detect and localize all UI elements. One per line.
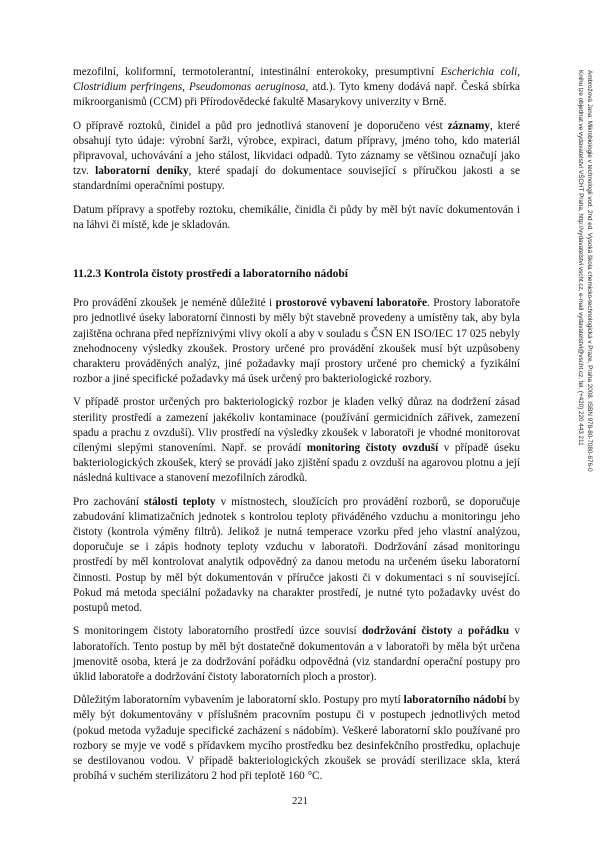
bold-term: laboratorního nádobí bbox=[403, 694, 506, 707]
bold-term: monitoring čistoty ovzduší bbox=[306, 442, 439, 455]
bold-term: dodržování čistoty bbox=[361, 625, 453, 638]
paragraph-sterility bbox=[73, 395, 520, 486]
paragraph-glassware bbox=[73, 693, 520, 784]
text: v laboratořích. Tento postup by měl být dostatečně dokumentován a v laboratoři by měla být určena jmenovitě osoba, která je za dodržování pořádku odpovědná (viz standardní operační postupy pro úklid laboratoře a dodržování čistoty laboratorních ploch a prostor). bbox=[73, 625, 520, 683]
text: , které obsahují tyto údaje: výrobní šarži, výrobce, expiraci, datum přípravy, jméno toho, kdo materiál připravoval, uchovávání a jeho stálost, likvidaci odpadů. Tyto záznamy se většinou označují jako tzv. bbox=[73, 119, 521, 178]
side-note-line-1: Ambrožová Jana: Mikrobiologie v technologii vod. 2nd ed. Vysoká škola chemicko-technologická v Praze, Praha 2008. ISBN 978-80-7080-676-0 bbox=[586, 70, 593, 472]
text: Důležitým laboratorním vybavením je laboratorní sklo. Postupy pro mytí bbox=[73, 694, 404, 707]
text: by měly být dokumentovány v příslušném pracovním postupu či v postupech jednotlivých metod (pokud metoda vyžaduje specifické zacházení s nádobím). Veškeré laboratorní sklo používané pro rozbory se myje ve vodě s přídavkem mycího prostředku bez desinfekčního prostředku, oplachuje se destilovanou vodou. V případě bakteriologických zkoušek se provádí sterilizace skla, která probíhá v suchém sterilizátoru 2 hod při teplotě 160 °C. bbox=[73, 694, 520, 783]
side-note bbox=[558, 70, 594, 590]
page-number: 221 bbox=[292, 796, 308, 807]
paragraph-records bbox=[73, 119, 520, 195]
section-heading: 11.2.3 Kontrola čistoty prostředí a laboratorního nádobí bbox=[73, 268, 348, 281]
text: Pro provádění zkoušek je neméně důležité i bbox=[73, 297, 276, 310]
italic-species: Escherichia coli, Clostridium perfringens, Pseudomonas aeruginosa bbox=[73, 66, 520, 94]
text: V případě prostor určených pro bakteriologický rozbor je kladen velký důraz na dodržení zásad sterility prostředí a zamezení jakékoliv kontaminace (používání germicidních zářivek, zamezení spadu a prachu z ovzduší). Vliv prostředí na výsledky zkoušek v laboratoři je vhodné monitorovat cílenými slepými stanoveními. Např. se provádí bbox=[73, 396, 520, 455]
paragraph-dating: Datum přípravy a spotřeby roztoku, chemikálie, činidla či půdy by měl být navíc dokumentován i na láhvi či místě, kde je skladován. bbox=[73, 203, 520, 231]
side-note-line-2: Knihu lze objednat ve vydavatelství VŠCHT Praha, http://vydavatelstvi.vscht.cz, e-mail vydavatelstvi@vscht.cz, tel. (+420) 220 443 211 bbox=[577, 70, 584, 446]
bold-term: prostorové vybavení laboratoře bbox=[275, 297, 427, 310]
text: v místnostech, sloužících pro provádění rozborů, se doporučuje zabudování klimatizačních jednotek s kontrolou teploty přiváděného vzduchu a monitoringu jeho čistoty (kontrola výměny filtrů). Jelikož je nutná temperace vzorku před jeho vlastní analýzou, doporučuje se i zápis hodnoty teploty vzduchu v laboratoři. Dodržování zásad monitoringu prostředí by měl kontrolovat analytik odpovědný za danou metodu na určeném úseku laboratorní činnosti. Postup by měl být dokumentován v příručce jakosti či v dokumentaci s ní související. Pokud má metoda speciální požadavky na charakter prostředí, je nutné tyto požadavky uvést do postupů metod. bbox=[73, 495, 520, 615]
bold-term: pořádku bbox=[468, 625, 510, 638]
text: . Prostory laboratoře pro jednotlivé úseky laboratorní činnosti by měly být stavebně provedeny a umístěny tak, aby byla zajištěna ochrana před nepříznivými vlivy okolí a aby v souladu s ČSN EN ISO/IEC 17 025 nebyly znehodnoceny výsledky zkoušek. Prostory určené pro provádění zkoušek musí být uzpůsobeny charakteru prováděných analýz, jiné požadavky mají prostory určené pro chemický a fyzikální rozbor a jiné specifické požadavky má úsek určený pro bakteriologické rozbory. bbox=[73, 297, 521, 386]
text: S monitoringem čistoty laboratorního prostředí úzce souvisí bbox=[73, 625, 362, 638]
text: , které spadají do dokumentace související s příručkou jakosti a se standardními operačními postupy. bbox=[73, 165, 520, 193]
paragraph-cleanliness bbox=[73, 624, 520, 685]
bold-term: záznamy bbox=[447, 119, 490, 132]
paragraph-organisms bbox=[73, 65, 520, 111]
document-body bbox=[73, 65, 520, 792]
bold-term: stálosti teploty bbox=[143, 495, 216, 508]
paragraph-temperature bbox=[73, 495, 520, 617]
side-note-text bbox=[558, 70, 594, 590]
bold-term: laboratorní deníky bbox=[95, 165, 189, 178]
text: Pro zachování bbox=[73, 495, 144, 508]
paragraph-spaces bbox=[73, 296, 520, 387]
text: O přípravě roztoků, činidel a půd pro jednotlivá stanovení je doporučeno vést bbox=[73, 119, 448, 132]
text: mezofilní, koliformní, termotolerantní, intestinální enterokoky, presumptivní bbox=[73, 66, 441, 78]
text: a bbox=[452, 625, 469, 638]
text: v případě úseku bakteriologických zkoušek, který se provádí jako zjištění spadu z ovzduší na agarovou plotnu a její následná kultivace a stanovení mezofilních zárodků. bbox=[73, 442, 520, 485]
text: , atd.). Tyto kmeny dodává např. Česká sbírka mikroorganismů (CCM) při Přírodovědecké fakultě Masarykovy univerzity v Brně. bbox=[73, 81, 520, 109]
